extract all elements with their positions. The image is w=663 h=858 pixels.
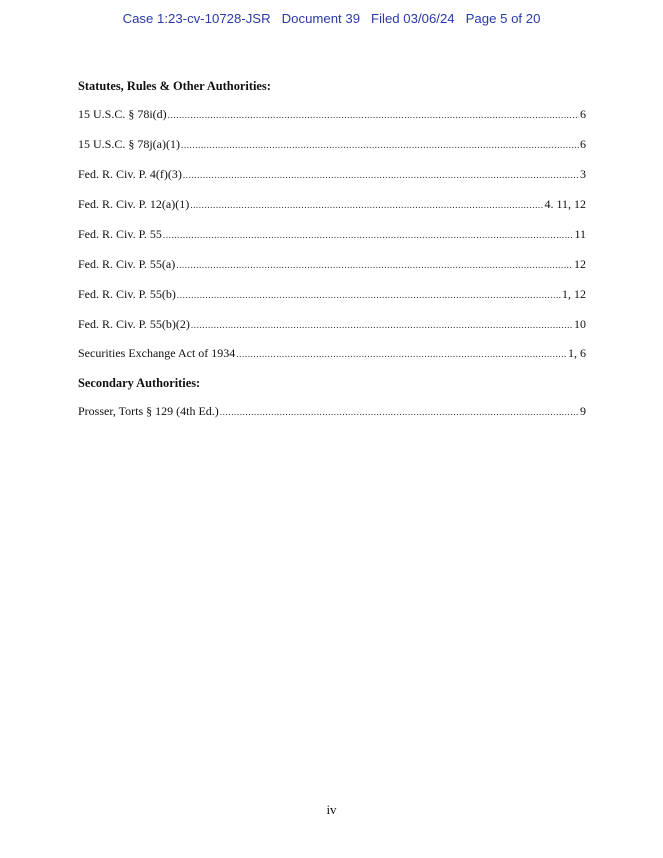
toa-entry <box>78 197 586 212</box>
authority-name: Fed. R. Civ. P. 55(b) <box>78 287 176 301</box>
dot-leader <box>183 170 579 180</box>
page-references: 6 <box>580 137 586 151</box>
page-number: iv <box>326 802 337 817</box>
toa-entry <box>78 346 586 361</box>
dot-leader <box>176 260 573 270</box>
page-references: 12 <box>574 257 586 271</box>
authority-name: Securities Exchange Act of 1934 <box>78 346 236 360</box>
page-references: 4. 11, 12 <box>544 197 586 211</box>
page-references: 3 <box>580 167 586 181</box>
case-header: Case 1:23-cv-10728-JSR Document 39 Filed 03/06/24 Page 5 of 20 <box>122 11 541 26</box>
toa-entry <box>78 167 586 182</box>
toa-entry <box>78 287 586 302</box>
dot-leader <box>181 140 579 150</box>
dot-leader <box>168 110 579 120</box>
dot-leader <box>220 407 579 417</box>
dot-leader <box>190 200 543 210</box>
dot-leader <box>191 320 573 330</box>
toa-entry <box>78 317 586 332</box>
authority-name: 15 U.S.C. § 78j(a)(1) <box>78 137 180 151</box>
authority-name: Fed. R. Civ. P. 12(a)(1) <box>78 197 190 211</box>
page-references: 6 <box>580 107 586 121</box>
toa-entry <box>78 137 586 152</box>
section-heading-secondary: Secondary Authorities: <box>78 376 201 390</box>
page-references: 11 <box>574 227 586 241</box>
authority-name: Fed. R. Civ. P. 55(a) <box>78 257 176 271</box>
authority-name: 15 U.S.C. § 78i(d) <box>78 107 167 121</box>
toa-entry <box>78 227 586 242</box>
page-references: 1, 12 <box>562 287 586 301</box>
dot-leader <box>177 290 561 300</box>
dot-leader <box>163 230 574 240</box>
toa-entry <box>78 257 586 272</box>
toa-entry <box>78 404 586 419</box>
page-references: 1, 6 <box>568 346 586 360</box>
dot-leader <box>236 349 567 359</box>
authority-name: Fed. R. Civ. P. 4(f)(3) <box>78 167 182 181</box>
section-heading-statutes: Statutes, Rules & Other Authorities: <box>78 79 271 93</box>
page-references: 10 <box>574 317 586 331</box>
authority-name: Fed. R. Civ. P. 55(b)(2) <box>78 317 190 331</box>
authority-name: Fed. R. Civ. P. 55 <box>78 227 162 241</box>
page-references: 9 <box>580 404 586 418</box>
authority-name: Prosser, Torts § 129 (4th Ed.) <box>78 404 219 418</box>
toa-entry <box>78 107 586 122</box>
